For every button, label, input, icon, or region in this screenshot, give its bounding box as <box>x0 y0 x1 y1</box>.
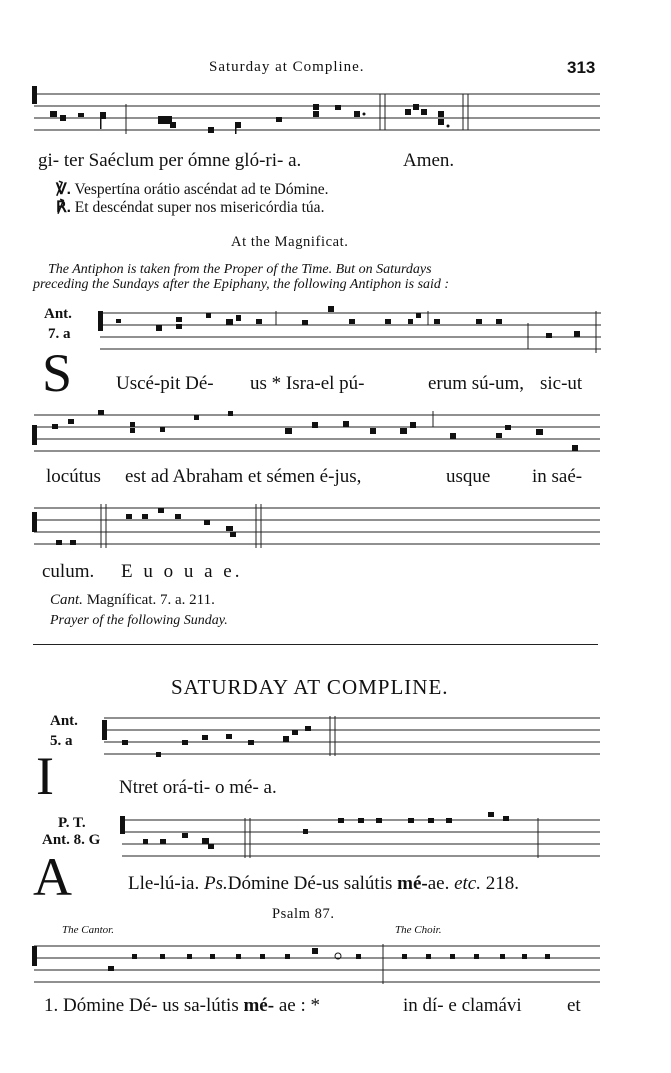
response-sign: ℟. <box>56 199 71 216</box>
initial-letter: A <box>33 847 72 907</box>
versicle-line <box>56 180 328 199</box>
initial-letter: I <box>36 746 54 806</box>
prayer-rubric: Prayer of the following Sunday. <box>50 613 228 628</box>
canticle-reference <box>50 592 215 609</box>
choir-label: The Choir. <box>395 924 442 936</box>
lyrics-line: culum. <box>42 561 95 582</box>
versicle-sign: ℣. <box>56 181 71 198</box>
lyrics-line: Ntret orá-ti- o mé- a. <box>119 777 277 798</box>
psalm-text: ae : * <box>278 995 320 1016</box>
lyrics-line: sic-ut <box>540 373 583 394</box>
alleluia-text: Lle-lú-ia. <box>128 873 200 894</box>
lyrics-amen: Amen. <box>403 150 455 171</box>
lyrics-line: locútus <box>46 466 101 487</box>
lyrics-line: in saé- <box>532 466 583 487</box>
psalm-abbrev: Ps. <box>203 873 228 894</box>
lyrics-line <box>44 995 320 1017</box>
section-divider <box>33 644 598 645</box>
mode-label: Ant. 8. G <box>42 832 101 848</box>
initial-letter: S <box>42 343 73 403</box>
mode-label: 5. a <box>50 733 73 749</box>
verse-number: 1. <box>44 995 59 1016</box>
psalm-text: Dómine Dé- us sa-lútis <box>63 995 239 1016</box>
music-staff-2 <box>96 305 601 359</box>
lyrics-line: Uscé-pit Dé- <box>116 373 214 394</box>
psalm-heading: Psalm 87. <box>272 906 335 922</box>
rubric-line: The Antiphon is taken from the Proper of the Time. But on Saturdays <box>48 262 432 277</box>
lyrics-line: erum sú-um, <box>428 373 525 394</box>
psalm-incipit: Dómine Dé-us salútis <box>227 873 393 894</box>
accented-syllable: mé- <box>397 873 428 894</box>
lyrics-line: E u o u a e. <box>121 561 243 582</box>
section-title: SATURDAY AT COMPLINE. <box>171 675 449 699</box>
response-line <box>56 198 324 217</box>
lyrics-line: us * Isra-el pú- <box>250 373 365 394</box>
music-staff-1 <box>30 84 600 142</box>
music-staff-7 <box>30 938 600 990</box>
section-heading: At the Magnificat. <box>231 234 349 250</box>
rubric-line: preceding the Sundays after the Epiphany, the following Antiphon is said : <box>33 277 450 292</box>
lyrics-line: usque <box>446 466 491 487</box>
music-staff-3 <box>30 407 600 465</box>
music-staff-6 <box>118 812 600 864</box>
antiphon-label: Ant. <box>44 306 72 322</box>
lyrics-line: et <box>567 995 581 1016</box>
lyrics-line: est ad Abraham et sémen é-jus, <box>125 466 362 487</box>
etc-abbrev: etc. <box>454 873 481 894</box>
mode-label: 7. a <box>48 326 71 342</box>
lyrics-line: gi- ter Saéclum per ómne gló-ri- a. <box>38 150 302 171</box>
psalm-incipit-end: ae. <box>427 873 450 894</box>
canticle-label: Cant. <box>50 592 83 608</box>
cantor-label: The Cantor. <box>62 924 114 936</box>
page-number: 313 <box>567 58 596 77</box>
accented-syllable: mé- <box>243 995 275 1016</box>
versicle-text: Vespertína orátio ascéndat ad te Dómine. <box>74 181 329 198</box>
antiphon-label: Ant. <box>50 713 78 729</box>
canticle-text: Magníficat. 7. a. 211. <box>86 592 215 608</box>
running-header: Saturday at Compline. <box>209 59 365 75</box>
response-text: Et descéndat super nos misericórdia túa. <box>74 199 325 216</box>
paschal-time-label: P. T. <box>58 815 86 831</box>
lyrics-line: in dí- e clamávi <box>403 995 522 1016</box>
page-reference: 218. <box>485 873 519 894</box>
lyrics-line <box>128 873 519 895</box>
music-staff-5 <box>100 712 600 764</box>
music-staff-4 <box>30 500 600 550</box>
